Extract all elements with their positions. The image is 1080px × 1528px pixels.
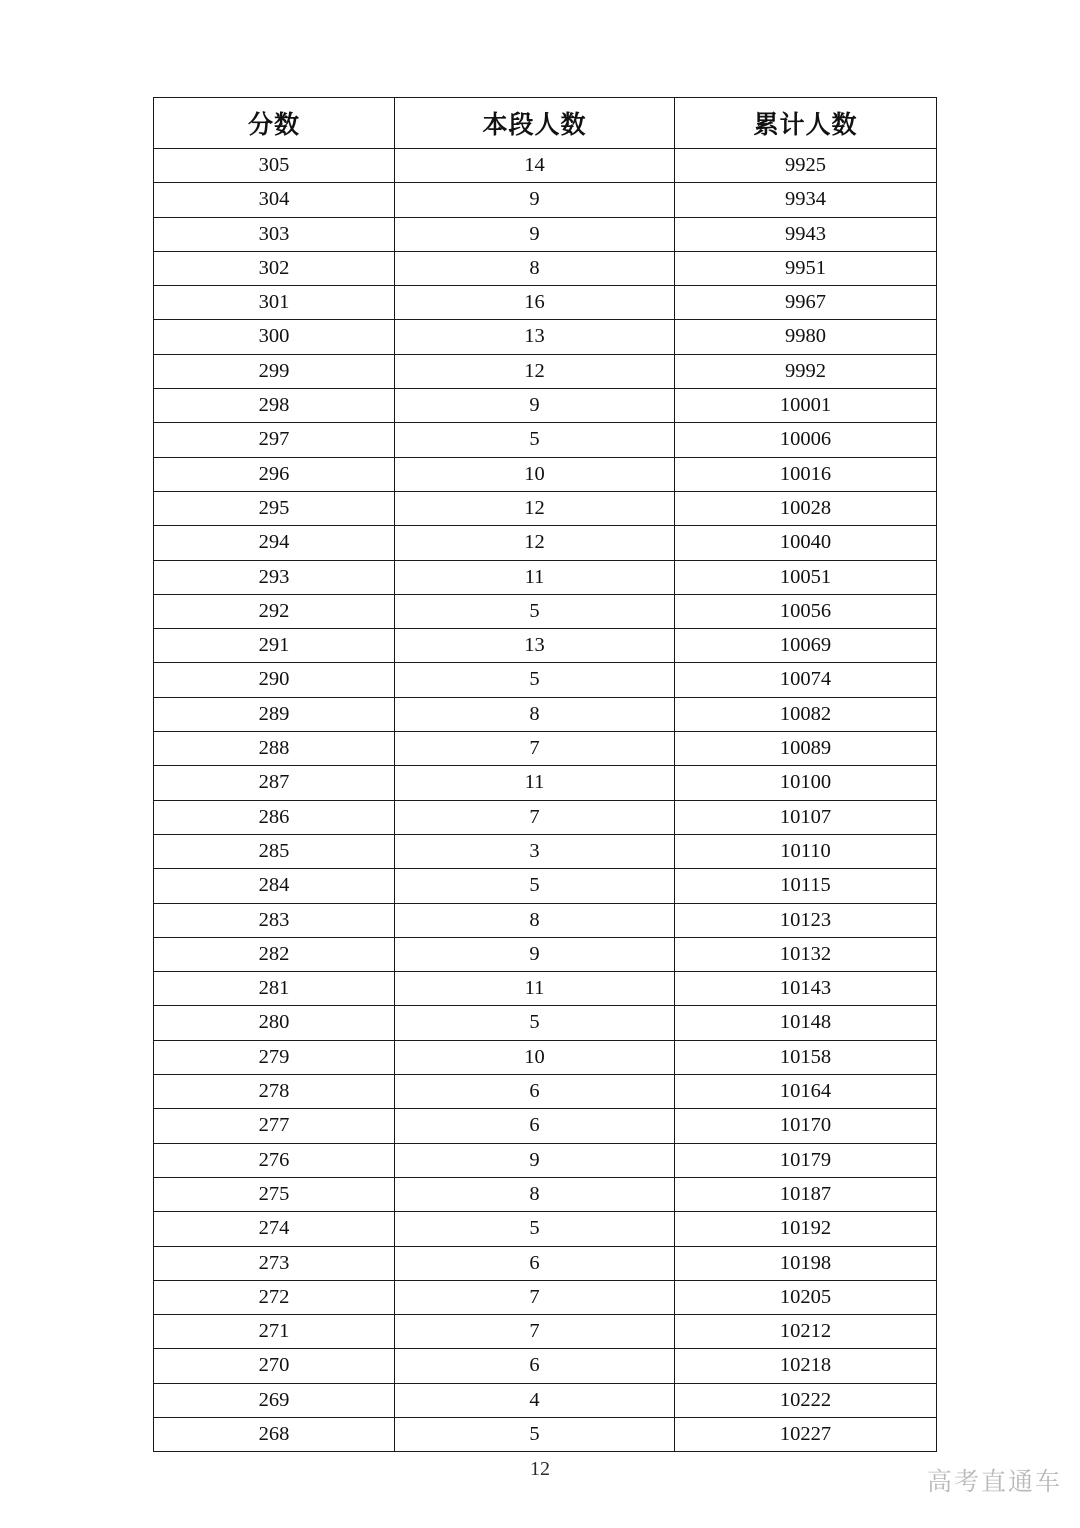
table-row <box>154 629 937 663</box>
cumulative-count-cell: 10115 <box>675 869 937 903</box>
table-row <box>154 354 937 388</box>
cumulative-count-cell: 10179 <box>675 1143 937 1177</box>
score-cell: 291 <box>154 629 395 663</box>
score-cell: 286 <box>154 800 395 834</box>
segment-count-cell: 8 <box>395 697 675 731</box>
cumulative-count-cell: 10123 <box>675 903 937 937</box>
table-row <box>154 1109 937 1143</box>
cumulative-count-cell: 10051 <box>675 560 937 594</box>
score-cell: 303 <box>154 217 395 251</box>
score-cell: 289 <box>154 697 395 731</box>
segment-count-cell: 8 <box>395 251 675 285</box>
table-row <box>154 1246 937 1280</box>
cumulative-count-cell: 10205 <box>675 1280 937 1314</box>
score-cell: 302 <box>154 251 395 285</box>
table-row <box>154 560 937 594</box>
table-row <box>154 286 937 320</box>
score-cell: 271 <box>154 1315 395 1349</box>
table-row <box>154 1315 937 1349</box>
score-cell: 301 <box>154 286 395 320</box>
score-cell: 290 <box>154 663 395 697</box>
table-row <box>154 526 937 560</box>
table-header-row <box>154 98 937 149</box>
score-cell: 279 <box>154 1040 395 1074</box>
table-row <box>154 423 937 457</box>
table-row <box>154 183 937 217</box>
cumulative-count-cell: 10006 <box>675 423 937 457</box>
score-cell: 268 <box>154 1417 395 1451</box>
score-cell: 304 <box>154 183 395 217</box>
table-row <box>154 457 937 491</box>
cumulative-count-cell: 10089 <box>675 732 937 766</box>
score-cell: 300 <box>154 320 395 354</box>
segment-count-cell: 4 <box>395 1383 675 1417</box>
cumulative-count-cell: 10069 <box>675 629 937 663</box>
score-cell: 273 <box>154 1246 395 1280</box>
segment-count-cell: 5 <box>395 1417 675 1451</box>
cumulative-count-cell: 10198 <box>675 1246 937 1280</box>
cumulative-count-cell: 9925 <box>675 149 937 183</box>
segment-count-cell: 12 <box>395 354 675 388</box>
segment-count-cell: 13 <box>395 320 675 354</box>
cumulative-count-cell: 10040 <box>675 526 937 560</box>
score-cell: 276 <box>154 1143 395 1177</box>
table-row <box>154 594 937 628</box>
score-cell: 280 <box>154 1006 395 1040</box>
cumulative-count-cell: 10158 <box>675 1040 937 1074</box>
segment-count-cell: 9 <box>395 937 675 971</box>
table-row <box>154 1383 937 1417</box>
table-row <box>154 663 937 697</box>
score-cell: 282 <box>154 937 395 971</box>
cumulative-count-cell: 9980 <box>675 320 937 354</box>
table-row <box>154 869 937 903</box>
score-cell: 278 <box>154 1075 395 1109</box>
score-cell: 285 <box>154 834 395 868</box>
segment-count-cell: 8 <box>395 903 675 937</box>
cumulative-count-cell: 10192 <box>675 1212 937 1246</box>
score-cell: 275 <box>154 1177 395 1211</box>
segment-count-cell: 10 <box>395 1040 675 1074</box>
segment-count-cell: 7 <box>395 1280 675 1314</box>
score-cell: 277 <box>154 1109 395 1143</box>
score-cell: 284 <box>154 869 395 903</box>
score-cell: 299 <box>154 354 395 388</box>
cumulative-count-cell: 10187 <box>675 1177 937 1211</box>
table-row <box>154 149 937 183</box>
cumulative-count-cell: 10148 <box>675 1006 937 1040</box>
cumulative-count-cell: 10100 <box>675 766 937 800</box>
segment-count-cell: 5 <box>395 423 675 457</box>
cumulative-count-cell: 10074 <box>675 663 937 697</box>
segment-count-cell: 11 <box>395 972 675 1006</box>
score-cell: 272 <box>154 1280 395 1314</box>
score-cell: 269 <box>154 1383 395 1417</box>
table-row <box>154 732 937 766</box>
table-row <box>154 1075 937 1109</box>
cumulative-count-cell: 10028 <box>675 491 937 525</box>
table-row <box>154 389 937 423</box>
score-cell: 292 <box>154 594 395 628</box>
table-row <box>154 697 937 731</box>
cumulative-count-cell: 10212 <box>675 1315 937 1349</box>
cumulative-count-cell: 10016 <box>675 457 937 491</box>
table-row <box>154 1006 937 1040</box>
cumulative-count-cell: 10001 <box>675 389 937 423</box>
score-cell: 283 <box>154 903 395 937</box>
segment-count-cell: 3 <box>395 834 675 868</box>
segment-count-cell: 12 <box>395 491 675 525</box>
table-row <box>154 1040 937 1074</box>
page-number: 12 <box>530 1458 550 1480</box>
table-row <box>154 251 937 285</box>
table-row <box>154 972 937 1006</box>
cumulative-count-cell: 9934 <box>675 183 937 217</box>
segment-count-cell: 10 <box>395 457 675 491</box>
segment-count-cell: 9 <box>395 389 675 423</box>
segment-count-cell: 12 <box>395 526 675 560</box>
cumulative-count-cell: 9943 <box>675 217 937 251</box>
segment-count-cell: 5 <box>395 1006 675 1040</box>
score-cell: 293 <box>154 560 395 594</box>
segment-count-cell: 11 <box>395 766 675 800</box>
cumulative-count-cell: 10170 <box>675 1109 937 1143</box>
segment-count-cell: 6 <box>395 1109 675 1143</box>
cumulative-count-cell: 10132 <box>675 937 937 971</box>
score-cell: 288 <box>154 732 395 766</box>
table-row <box>154 1212 937 1246</box>
table-row <box>154 800 937 834</box>
table-row <box>154 1177 937 1211</box>
segment-count-cell: 8 <box>395 1177 675 1211</box>
segment-count-cell: 6 <box>395 1075 675 1109</box>
column-header-score: 分数 <box>154 98 395 149</box>
cumulative-count-cell: 10082 <box>675 697 937 731</box>
cumulative-count-cell: 9951 <box>675 251 937 285</box>
cumulative-count-cell: 9992 <box>675 354 937 388</box>
segment-count-cell: 5 <box>395 594 675 628</box>
score-cell: 270 <box>154 1349 395 1383</box>
table-row <box>154 1417 937 1451</box>
cumulative-count-cell: 10143 <box>675 972 937 1006</box>
column-header-segment-count: 本段人数 <box>395 98 675 149</box>
cumulative-count-cell: 10218 <box>675 1349 937 1383</box>
table-body <box>154 149 937 1452</box>
segment-count-cell: 6 <box>395 1246 675 1280</box>
score-cell: 287 <box>154 766 395 800</box>
score-cell: 298 <box>154 389 395 423</box>
score-cell: 294 <box>154 526 395 560</box>
watermark-text: 高考直通车 <box>926 1467 1062 1496</box>
score-cell: 274 <box>154 1212 395 1246</box>
segment-count-cell: 5 <box>395 869 675 903</box>
segment-count-cell: 7 <box>395 800 675 834</box>
segment-count-cell: 16 <box>395 286 675 320</box>
table-row <box>154 491 937 525</box>
segment-count-cell: 13 <box>395 629 675 663</box>
table-row <box>154 320 937 354</box>
cumulative-count-cell: 10227 <box>675 1417 937 1451</box>
cumulative-count-cell: 10056 <box>675 594 937 628</box>
cumulative-count-cell: 10164 <box>675 1075 937 1109</box>
table-row <box>154 766 937 800</box>
table-row <box>154 834 937 868</box>
segment-count-cell: 9 <box>395 1143 675 1177</box>
table-row <box>154 1349 937 1383</box>
cumulative-count-cell: 10107 <box>675 800 937 834</box>
table-row <box>154 1280 937 1314</box>
score-cell: 296 <box>154 457 395 491</box>
cumulative-count-cell: 9967 <box>675 286 937 320</box>
score-cell: 281 <box>154 972 395 1006</box>
segment-count-cell: 7 <box>395 732 675 766</box>
segment-count-cell: 5 <box>395 663 675 697</box>
table-row <box>154 217 937 251</box>
segment-count-cell: 7 <box>395 1315 675 1349</box>
cumulative-count-cell: 10222 <box>675 1383 937 1417</box>
segment-count-cell: 9 <box>395 217 675 251</box>
score-cell: 295 <box>154 491 395 525</box>
segment-count-cell: 14 <box>395 149 675 183</box>
segment-count-cell: 6 <box>395 1349 675 1383</box>
score-cell: 297 <box>154 423 395 457</box>
table-row <box>154 937 937 971</box>
column-header-cumulative-count: 累计人数 <box>675 98 937 149</box>
segment-count-cell: 5 <box>395 1212 675 1246</box>
table-header <box>154 98 937 149</box>
table-row <box>154 903 937 937</box>
cumulative-count-cell: 10110 <box>675 834 937 868</box>
score-cell: 305 <box>154 149 395 183</box>
score-distribution-table <box>153 97 937 1452</box>
table-row <box>154 1143 937 1177</box>
segment-count-cell: 11 <box>395 560 675 594</box>
segment-count-cell: 9 <box>395 183 675 217</box>
